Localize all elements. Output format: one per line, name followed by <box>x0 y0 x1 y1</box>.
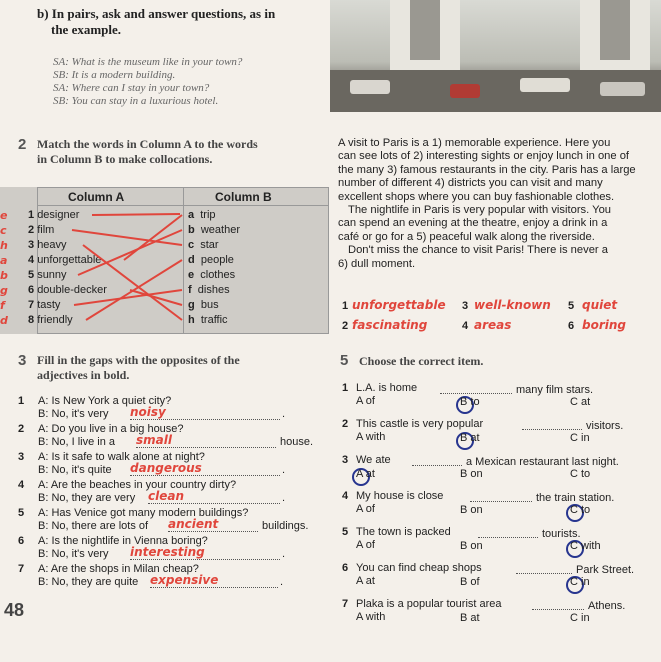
answer-blank <box>470 490 532 502</box>
exercise-b-title-line1: b) In pairs, ask and answer questions, as in <box>37 6 276 21</box>
text-answers <box>342 300 657 340</box>
answer-blank <box>532 598 584 610</box>
item-number: 2 <box>18 423 25 435</box>
handwritten-answer: noisy <box>130 406 280 420</box>
option-b: B to <box>460 396 480 408</box>
exercise-5-item <box>340 562 660 598</box>
answer-prefix: B: No, it's very <box>38 548 109 560</box>
text-line: 6) dull moment. <box>338 257 416 270</box>
item-rest: Park Street. <box>576 564 635 576</box>
item-stem: My house is close <box>356 490 444 502</box>
answer-suffix: . <box>282 408 286 420</box>
option-a: A of <box>356 503 375 515</box>
dialogue-line: SA: What is the museum like in your town? <box>53 56 243 68</box>
handwritten-answer: fascinating <box>352 318 428 332</box>
dialogue-line: SA: Where can I stay in your town? <box>53 82 210 94</box>
question: A: Are the shops in Milan cheap? <box>38 563 199 575</box>
handwritten-answer: h <box>0 239 8 252</box>
match-line <box>92 214 180 215</box>
answer-prefix: B: No, it's very <box>38 408 109 420</box>
match-line <box>130 290 182 305</box>
item-stem: You can find cheap shops <box>356 562 482 574</box>
match-line <box>86 260 182 320</box>
instruction-line: Match the words in Column A to the words <box>37 137 258 151</box>
handwritten-answer: areas <box>474 318 512 332</box>
exercise-5-item <box>340 598 660 634</box>
column-b-word: dishes <box>197 284 230 296</box>
item-stem: Plaka is a popular tourist area <box>356 598 502 610</box>
exercise-3-item <box>18 451 328 479</box>
question: A: Has Venice got many modern buildings? <box>38 507 249 519</box>
item-number: 3 <box>342 454 349 466</box>
exercise-3-item <box>18 507 328 535</box>
option-b: B at <box>460 612 480 624</box>
answer-number: 4 <box>462 320 469 332</box>
option-a: A with <box>356 611 386 623</box>
item-letter: g <box>188 299 195 311</box>
text-line: the many 3) famous restaurants in the city. Paris has a large <box>338 163 636 176</box>
item-letter: b <box>188 224 195 236</box>
option-c: C in <box>570 576 590 588</box>
column-a-word: film <box>37 224 55 236</box>
answer-suffix: . <box>282 492 286 504</box>
answer-number: 6 <box>568 320 575 332</box>
question: A: Is New York a quiet city? <box>38 395 172 407</box>
answer-number: 2 <box>342 320 349 332</box>
answer-number: 5 <box>568 300 575 312</box>
text-line: can spend an evening at the theatre, enjoy a drink in a <box>338 217 608 230</box>
column-a-word: tasty <box>37 299 61 311</box>
handwritten-answer: a <box>0 254 8 267</box>
option-b: B at <box>460 432 480 444</box>
item-rest: a Mexican restaurant last night. <box>466 456 619 468</box>
item-letter: c <box>188 239 195 251</box>
text-line: café or go for a 5) peaceful walk along the riverside. <box>338 230 595 243</box>
exercise-3-instruction <box>37 353 240 383</box>
answer-prefix: B: No, they are very <box>38 492 136 504</box>
item-number: 6 <box>28 284 35 296</box>
handwritten-answer: d <box>0 314 8 327</box>
handwritten-answer: quiet <box>582 298 618 312</box>
option-c: C to <box>570 468 591 480</box>
text-line: number of different 4) districts you can visit and many <box>338 177 603 190</box>
answer-blank <box>478 526 538 538</box>
exercise-3-item <box>18 395 328 423</box>
option-a: A at <box>356 468 375 480</box>
exercise-5-item <box>340 526 660 562</box>
column-a-header: Column A <box>68 190 125 204</box>
item-number: 5 <box>18 507 25 519</box>
item-stem: The town is packed <box>356 526 451 538</box>
text-line: can see lots of 2) interesting sights or enjoy lunch in one of <box>338 150 630 163</box>
item-rest: visitors. <box>586 420 624 432</box>
column-b-word: clothes <box>200 269 236 281</box>
column-a-word: double-decker <box>37 284 107 296</box>
exercise-5-item <box>340 490 660 526</box>
item-rest: Athens. <box>588 600 626 612</box>
answer-prefix: B: No, I live in a <box>38 436 116 448</box>
item-number: 1 <box>342 382 349 394</box>
column-b-word: bus <box>200 299 219 311</box>
handwritten-answer: ancient <box>168 518 258 532</box>
item-letter: d <box>188 254 195 266</box>
exercise-b-title-line2: the example. <box>51 22 122 37</box>
handwritten-answer: g <box>0 284 8 297</box>
option-b: B on <box>460 504 483 516</box>
item-number: 4 <box>342 490 349 502</box>
paris-text <box>338 137 658 271</box>
answer-suffix: . <box>280 576 284 588</box>
answer-blank <box>412 454 462 466</box>
option-b: B of <box>460 576 480 588</box>
exercise-5-item <box>340 382 660 418</box>
answer-suffix: buildings. <box>262 520 309 532</box>
column-b-word: star <box>200 239 219 251</box>
text-line: Don't miss the chance to visit Paris! There is never a <box>348 244 608 257</box>
item-number: 5 <box>28 269 35 281</box>
question: A: Is the nightlife in Vienna boring? <box>38 535 208 547</box>
option-c: C at <box>570 396 591 408</box>
item-letter: a <box>188 209 195 221</box>
item-letter: e <box>188 269 195 281</box>
instruction-line: in Column B to make collocations. <box>37 152 213 166</box>
column-a-word: unforgettable <box>37 254 102 266</box>
item-rest: many film stars. <box>516 384 594 396</box>
answer-suffix: . <box>282 548 286 560</box>
column-a-word: heavy <box>37 239 67 251</box>
item-number: 4 <box>28 254 35 266</box>
handwritten-answer: clean <box>148 490 280 504</box>
option-c: C in <box>570 612 590 624</box>
exercise-3-item <box>18 563 328 591</box>
item-rest: tourists. <box>542 528 581 540</box>
item-number: 5 <box>342 526 349 538</box>
answer-suffix: house. <box>280 436 314 448</box>
exercise-3-number: 3 <box>18 352 27 369</box>
answer-blank <box>440 382 512 394</box>
option-b: B on <box>460 540 483 552</box>
exercise-3-item <box>18 479 328 507</box>
item-rest: the train station. <box>536 492 615 504</box>
column-b-word: trip <box>200 209 216 221</box>
option-a: A of <box>356 395 375 407</box>
handwritten-answer: boring <box>582 318 626 332</box>
answer-prefix: B: No, it's quite <box>38 464 112 476</box>
item-stem: We ate <box>356 454 391 466</box>
item-letter: h <box>188 314 195 326</box>
exercise-5-items <box>340 382 660 634</box>
item-number: 7 <box>28 299 35 311</box>
answer-suffix: . <box>282 464 286 476</box>
column-b-word: people <box>200 254 234 266</box>
item-number: 8 <box>28 314 35 326</box>
instruction-line: Fill in the gaps with the opposites of the <box>37 353 240 367</box>
item-letter: f <box>188 284 192 296</box>
item-stem: This castle is very popular <box>356 418 484 430</box>
answer-number: 1 <box>342 300 349 312</box>
answer-prefix: B: No, they are quite <box>38 576 139 588</box>
text-line: excellent shops where you can buy fashionable clothes. <box>338 190 615 203</box>
answer-prefix: B: No, there are lots of <box>38 520 149 532</box>
text-line: A visit to Paris is a 1) memorable experience. Here you <box>338 137 611 149</box>
item-number: 6 <box>342 562 349 574</box>
handwritten-answer: unforgettable <box>352 298 446 312</box>
exercise-5-instruction: Choose the correct item. <box>359 354 484 368</box>
item-number: 7 <box>18 563 25 575</box>
item-stem: L.A. is home <box>356 382 418 394</box>
option-c: C in <box>570 432 590 444</box>
option-a: A at <box>356 575 375 587</box>
column-a-word: designer <box>37 209 80 221</box>
column-b-header: Column B <box>215 190 272 204</box>
handwritten-answer: e <box>0 209 8 222</box>
item-number: 1 <box>18 395 25 407</box>
item-number: 3 <box>18 451 25 463</box>
column-b-word: weather <box>200 224 240 236</box>
handwritten-answer: well-known <box>474 298 551 312</box>
handwritten-answer: small <box>136 434 276 448</box>
item-number: 2 <box>342 418 349 430</box>
answer-blank <box>522 418 582 430</box>
question: A: Are the beaches in your country dirty? <box>38 479 237 491</box>
exercise-2-number: 2 <box>18 136 27 153</box>
handwritten-answer: dangerous <box>130 462 280 476</box>
answer-number: 3 <box>462 300 469 312</box>
item-number: 6 <box>18 535 25 547</box>
option-b: B on <box>460 468 483 480</box>
handwritten-answer: c <box>0 224 7 237</box>
item-number: 4 <box>18 479 25 491</box>
match-line <box>74 290 182 305</box>
dialogue-line: SB: It is a modern building. <box>53 69 176 81</box>
option-c: C to <box>570 504 591 516</box>
item-number: 7 <box>342 598 349 610</box>
column-a-word: sunny <box>37 269 67 281</box>
handwritten-answer: interesting <box>130 546 280 560</box>
column-b-word: traffic <box>200 314 228 326</box>
question: A: Do you live in a big house? <box>38 423 184 435</box>
page-number: 48 <box>4 600 25 620</box>
question: A: Is it safe to walk alone at night? <box>38 451 205 463</box>
handwritten-answer: expensive <box>150 574 278 588</box>
exercise-3-item <box>18 423 328 451</box>
exercise-3-items <box>18 395 328 591</box>
item-number: 3 <box>28 239 35 251</box>
handwritten-answer: f <box>0 299 5 312</box>
column-a-word: friendly <box>37 314 73 326</box>
option-c: C with <box>570 540 601 552</box>
exercise-5-number: 5 <box>340 352 349 369</box>
item-number: 1 <box>28 209 35 221</box>
handwritten-answer: b <box>0 269 8 282</box>
exercise-3-item <box>18 535 328 563</box>
instruction-line: adjectives in bold. <box>37 368 130 382</box>
exercise-5-item <box>340 418 660 454</box>
match-line <box>83 245 182 320</box>
dialogue-line: SB: You can stay in a luxurious hotel. <box>53 95 219 107</box>
exercise-5-item <box>340 454 660 490</box>
option-a: A with <box>356 431 386 443</box>
option-a: A of <box>356 539 375 551</box>
answer-blank <box>516 562 572 574</box>
item-number: 2 <box>28 224 35 236</box>
text-line: The nightlife in Paris is very popular with visitors. You <box>348 204 612 217</box>
